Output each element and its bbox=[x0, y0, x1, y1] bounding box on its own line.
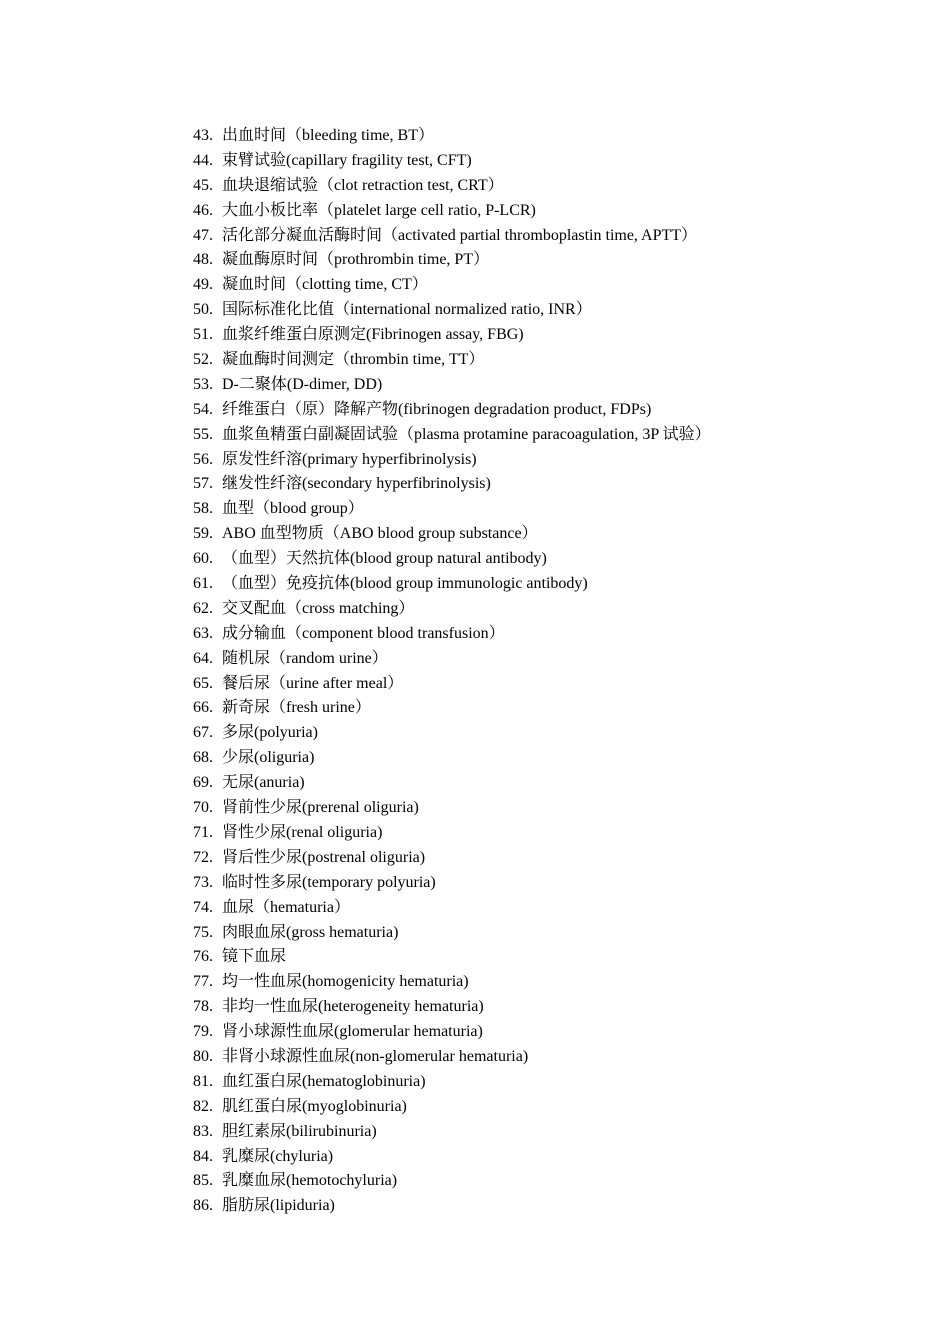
term-list bbox=[193, 124, 893, 1219]
item-term: ABO 血型物质（ABO blood group substance） bbox=[222, 525, 538, 543]
item-number: 83. bbox=[193, 1122, 213, 1140]
item-term: 血浆纤维蛋白原测定(Fibrinogen assay, FBG) bbox=[222, 326, 524, 344]
item-term: 肌红蛋白尿(myoglobinuria) bbox=[222, 1097, 407, 1115]
item-number: 59. bbox=[193, 525, 213, 543]
list-item bbox=[193, 1194, 893, 1219]
item-number: 66. bbox=[193, 699, 213, 717]
list-item bbox=[193, 572, 893, 597]
item-term: 血红蛋白尿(hematoglobinuria) bbox=[222, 1072, 426, 1090]
item-number: 78. bbox=[193, 998, 213, 1016]
list-item bbox=[193, 1045, 893, 1070]
list-item bbox=[193, 348, 893, 373]
list-item bbox=[193, 796, 893, 821]
item-number: 75. bbox=[193, 923, 213, 941]
list-item bbox=[193, 1020, 893, 1045]
item-term: 新奇尿（fresh urine） bbox=[222, 699, 371, 717]
list-item bbox=[193, 199, 893, 224]
item-term: 纤维蛋白（原）降解产物(fibrinogen degradation product, FDPs) bbox=[222, 400, 652, 418]
item-number: 48. bbox=[193, 251, 213, 269]
item-term: 肾后性少尿(postrenal oliguria) bbox=[222, 848, 426, 866]
list-item bbox=[193, 896, 893, 921]
list-item bbox=[193, 547, 893, 572]
list-item bbox=[193, 1095, 893, 1120]
item-term: 随机尿（random urine） bbox=[222, 649, 388, 667]
item-term: 乳糜血尿(hemotochyluria) bbox=[222, 1172, 398, 1190]
item-number: 84. bbox=[193, 1147, 213, 1165]
list-item bbox=[193, 647, 893, 672]
list-item bbox=[193, 522, 893, 547]
item-term: 凝血酶原时间（prothrombin time, PT） bbox=[222, 251, 490, 269]
item-number: 58. bbox=[193, 500, 213, 518]
item-term: 脂肪尿(lipiduria) bbox=[222, 1197, 335, 1215]
list-item bbox=[193, 672, 893, 697]
list-item bbox=[193, 1120, 893, 1145]
item-number: 51. bbox=[193, 326, 213, 344]
item-number: 86. bbox=[193, 1197, 213, 1215]
item-number: 76. bbox=[193, 948, 213, 966]
list-item bbox=[193, 622, 893, 647]
item-term: D-二聚体(D-dimer, DD) bbox=[222, 375, 383, 393]
item-term: 成分输血（component blood transfusion） bbox=[222, 624, 505, 642]
item-term: 活化部分凝血活酶时间（activated partial thromboplastin time, APTT） bbox=[222, 226, 698, 244]
list-item bbox=[193, 597, 893, 622]
list-item bbox=[193, 995, 893, 1020]
item-number: 65. bbox=[193, 674, 213, 692]
list-item bbox=[193, 423, 893, 448]
list-item bbox=[193, 871, 893, 896]
item-number: 57. bbox=[193, 475, 213, 493]
item-number: 55. bbox=[193, 425, 213, 443]
list-item bbox=[193, 846, 893, 871]
item-number: 53. bbox=[193, 375, 213, 393]
item-term: 肾性少尿(renal oliguria) bbox=[222, 823, 383, 841]
item-number: 44. bbox=[193, 151, 213, 169]
item-number: 82. bbox=[193, 1097, 213, 1115]
item-term: 凝血酶时间测定（thrombin time, TT） bbox=[222, 351, 485, 369]
item-term: 交叉配血（cross matching） bbox=[222, 599, 415, 617]
list-item bbox=[193, 970, 893, 995]
item-number: 52. bbox=[193, 351, 213, 369]
list-item bbox=[193, 1145, 893, 1170]
list-item bbox=[193, 1169, 893, 1194]
list-item bbox=[193, 149, 893, 174]
list-item bbox=[193, 174, 893, 199]
item-term: （血型）天然抗体(blood group natural antibody) bbox=[222, 550, 547, 568]
item-term: 凝血时间（clotting time, CT） bbox=[222, 276, 428, 294]
list-item bbox=[193, 273, 893, 298]
item-term: 镜下血尿 bbox=[222, 948, 287, 966]
list-item bbox=[193, 124, 893, 149]
item-number: 43. bbox=[193, 127, 213, 144]
item-term: 均一性血尿(homogenicity hematuria) bbox=[222, 973, 469, 991]
item-term: 血型（blood group） bbox=[222, 500, 364, 518]
item-number: 81. bbox=[193, 1072, 213, 1090]
item-term: 血块退缩试验（clot retraction test, CRT） bbox=[222, 176, 504, 194]
item-number: 72. bbox=[193, 848, 213, 866]
item-term: 多尿(polyuria) bbox=[222, 724, 318, 742]
list-item bbox=[193, 721, 893, 746]
list-item bbox=[193, 448, 893, 473]
item-number: 49. bbox=[193, 276, 213, 294]
item-term: 非均一性血尿(heterogeneity hematuria) bbox=[222, 998, 484, 1016]
list-item bbox=[193, 323, 893, 348]
item-term: 继发性纤溶(secondary hyperfibrinolysis) bbox=[222, 475, 491, 493]
item-number: 45. bbox=[193, 176, 213, 194]
item-number: 69. bbox=[193, 774, 213, 792]
list-item bbox=[193, 248, 893, 273]
item-number: 68. bbox=[193, 749, 213, 767]
item-number: 77. bbox=[193, 973, 213, 991]
item-number: 54. bbox=[193, 400, 213, 418]
list-item bbox=[193, 771, 893, 796]
item-term: 胆红素尿(bilirubinuria) bbox=[222, 1122, 377, 1140]
item-term: 出血时间（bleeding time, BT） bbox=[222, 127, 434, 144]
item-term: 少尿(oliguria) bbox=[222, 749, 315, 767]
item-number: 64. bbox=[193, 649, 213, 667]
item-number: 50. bbox=[193, 301, 213, 319]
item-number: 73. bbox=[193, 873, 213, 891]
item-number: 63. bbox=[193, 624, 213, 642]
item-term: 临时性多尿(temporary polyuria) bbox=[222, 873, 436, 891]
list-item bbox=[193, 821, 893, 846]
item-number: 67. bbox=[193, 724, 213, 742]
item-number: 74. bbox=[193, 898, 213, 916]
item-term: 肾小球源性血尿(glomerular hematuria) bbox=[222, 1023, 483, 1041]
item-term: 大血小板比率（platelet large cell ratio, P-LCR) bbox=[222, 201, 536, 219]
item-number: 79. bbox=[193, 1023, 213, 1041]
list-item bbox=[193, 1070, 893, 1095]
item-number: 85. bbox=[193, 1172, 213, 1190]
item-term: 无尿(anuria) bbox=[222, 774, 305, 792]
item-term: 非肾小球源性血尿(non-glomerular hematuria) bbox=[222, 1047, 529, 1065]
item-term: 肾前性少尿(prerenal oliguria) bbox=[222, 799, 419, 817]
item-number: 61. bbox=[193, 575, 213, 593]
item-number: 46. bbox=[193, 201, 213, 219]
item-number: 71. bbox=[193, 823, 213, 841]
item-number: 80. bbox=[193, 1047, 213, 1065]
list-item bbox=[193, 746, 893, 771]
item-term: 血尿（hematuria） bbox=[222, 898, 350, 916]
item-term: 乳糜尿(chyluria) bbox=[222, 1147, 334, 1165]
item-term: 餐后尿（urine after meal） bbox=[222, 674, 404, 692]
list-item bbox=[193, 921, 893, 946]
list-item bbox=[193, 497, 893, 522]
list-item bbox=[193, 224, 893, 249]
list-item bbox=[193, 472, 893, 497]
list-item bbox=[193, 945, 893, 970]
item-number: 62. bbox=[193, 599, 213, 617]
item-number: 47. bbox=[193, 226, 213, 244]
item-number: 56. bbox=[193, 450, 213, 468]
item-number: 60. bbox=[193, 550, 213, 568]
list-item bbox=[193, 373, 893, 398]
list-item bbox=[193, 696, 893, 721]
item-term: 束臂试验(capillary fragility test, CFT) bbox=[222, 151, 472, 169]
item-term: 原发性纤溶(primary hyperfibrinolysis) bbox=[222, 450, 477, 468]
item-term: （血型）免疫抗体(blood group immunologic antibody) bbox=[222, 575, 588, 593]
list-item bbox=[193, 298, 893, 323]
item-term: 血浆鱼精蛋白副凝固试验（plasma protamine paracoagulation, 3P 试验） bbox=[222, 425, 711, 443]
list-item bbox=[193, 398, 893, 423]
item-number: 70. bbox=[193, 799, 213, 817]
item-term: 国际标准化比值（international normalized ratio, INR） bbox=[222, 301, 592, 319]
item-term: 肉眼血尿(gross hematuria) bbox=[222, 923, 399, 941]
